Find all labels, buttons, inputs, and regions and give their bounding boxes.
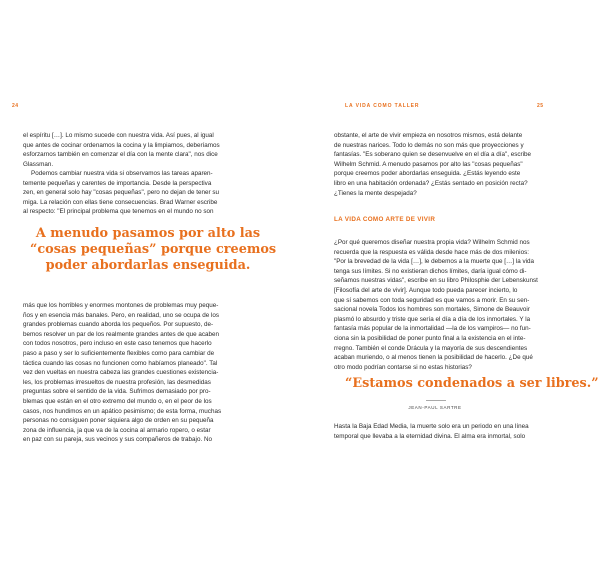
pull-quote-line: “cosas pequeñas” porque creemos	[30, 241, 277, 257]
text-line: fantasías. "Es soberano quien se desenvuelve en el día a día", escribe	[334, 151, 532, 159]
text-line: casos, nos hundimos en un apático pesimismo; de esta forma, muchas	[23, 407, 222, 415]
text-line: plasmó lo absurdo y triste que sería el día a día de los inmortales. Y la	[334, 315, 531, 323]
text-line: grandes problemas cuando aborda los pequeños. Por supuesto, de-	[23, 321, 214, 329]
text-line: sacional novela Todos los hombres son mortales, Simone de Beauvoir	[334, 306, 530, 314]
right-page-number: 25	[537, 103, 544, 109]
running-head: LA VIDA COMO TALLER	[345, 103, 420, 109]
right-paragraph-2	[334, 238, 538, 372]
text-line: ¿Tienes la mente despejada?	[334, 189, 417, 197]
text-line: Wilhelm Schmid. A menudo pasamos por alto las "cosas pequeñas"	[334, 160, 523, 168]
text-line: con todos nosotros, pero incluso en este caso tenemos que hacerlo	[23, 340, 212, 348]
text-line: táctica cuando las cosas no funcionen como habíamos planeado". Tal	[23, 359, 218, 367]
left-paragraph-1	[23, 131, 220, 169]
text-line: temente pequeñas y carentes de importancia. Desde la perspectiva	[23, 179, 212, 187]
text-line: blemas que están en el otro extremo del mundo o, en el peor de los	[23, 397, 212, 405]
text-line: vez den vueltas en nuestra cabeza las grandes cuestiones existencia-	[23, 369, 219, 377]
text-line: que antes de cocinar ordenamos la cocina y la limpiamos, deberíamos	[23, 141, 220, 149]
text-line: les, los problemas irresueltos de nuestra profesión, las desmedidas	[23, 378, 211, 386]
text-line: "Por la brevedad de la vida […], le debemos a la muerte que […] la vida	[334, 258, 534, 266]
pull-quote-line: poder abordarlas enseguida.	[45, 257, 251, 273]
text-line: obstante, el arte de vivir empieza en nosotros mismos, está delante	[334, 132, 523, 139]
text-line: otro modo podrían contarse si no estas historias?	[334, 363, 472, 371]
text-line: zona de influencia, ja que va de la cocina al armario ropero, o estar	[23, 426, 211, 434]
text-line: ¿Por qué queremos diseñar nuestra propia vida? Wilhelm Schmid nos	[334, 239, 530, 246]
attribution-rule	[426, 400, 446, 401]
text-line: de nuestras narices. Todo lo demás no son más que proyecciones y	[334, 141, 524, 149]
right-pull-quote	[345, 376, 599, 392]
left-pull-quote	[30, 226, 277, 273]
text-line: al respecto: "El principal problema que tenemos en el mundo no son	[23, 208, 214, 216]
text-line: ciona sin la posibilidad de poner punto final a la existencia en el inte-	[334, 334, 526, 342]
left-page-number: 24	[12, 103, 19, 109]
pull-quote-line: “Estamos condenados a ser libres.”	[345, 376, 599, 391]
text-line: paso a paso y ser lo suficientemente flexibles como para cambiar de	[23, 349, 215, 357]
text-line: zen, en general solo hay "cosas pequeñas", pero no dejan de tener su	[23, 189, 219, 197]
text-line: en paz con su pareja, sus vecinos y sus compañeros de trabajo. No	[23, 436, 213, 444]
text-line: rregno. También el conde Drácula y la mayoría de sus descendientes	[334, 344, 528, 352]
text-line: que sí sabemos con toda seguridad es que vamos a morir. En su sen-	[334, 296, 530, 304]
text-line: ños y en esencia más banales. Pero, en realidad, uno se ocupa de los	[23, 311, 220, 319]
text-line: temporal que llevaba a la eternidad divina. El alma era inmortal, solo	[334, 432, 526, 440]
text-line: esforzarnos también en comenzar el día con la mente clara", nos dice	[23, 151, 218, 159]
left-paragraph-3	[23, 301, 221, 445]
text-line: tenga sus límites. Si no existieran dichos límites, daría igual cómo di-	[334, 267, 527, 275]
pull-quote-line: A menudo pasamos por alto las	[35, 226, 261, 241]
text-line: bemos resolver un par de los realmente grandes antes de que acaben	[23, 330, 220, 338]
text-line: acaban muriendo, o al menos tienen la posibilidad de hacerlo. ¿De qué	[334, 354, 533, 362]
text-line: preguntas sobre el sentido de la vida. Sufrimos demasiado por pro-	[23, 388, 211, 396]
text-line: libro en una habitación ordenada? ¿Estás sentado en posición recta?	[334, 179, 528, 187]
text-line: recuerda que la respuesta es válida desde hace más de dos milenios:	[334, 248, 529, 256]
right-paragraph-3	[334, 422, 529, 441]
text-line: el espíritu […]. Lo mismo sucede con nuestra vida. Así pues, al igual	[23, 132, 214, 139]
quote-attribution: JEAN-PAUL SARTRE	[408, 405, 462, 410]
text-line: señamos nuestras vidas", escribe en su libro Philosphie der Lebenskunst	[334, 277, 538, 285]
text-line: más que los horribles y enormes montones de problemas muy peque-	[23, 302, 219, 309]
text-line: personas no consiguen poner siquiera algo de orden en su pequeña	[23, 417, 214, 425]
left-paragraph-2	[23, 169, 219, 217]
section-heading: LA VIDA COMO ARTE DE VIVIR	[334, 216, 436, 223]
text-line: Hasta la Baja Edad Media, la muerte solo era un periodo en una línea	[334, 423, 529, 430]
text-line: Glassman.	[23, 160, 54, 168]
text-line: [Filosofía del arte de vivir]. Aunque todo pueda parecer incierto, lo	[334, 286, 518, 294]
text-line: miga. La relación con ellas tiene consecuencias. Brad Warner escribe	[23, 198, 218, 206]
text-line: fantasía más popular de la inmortalidad —la de los vampiros— no fun-	[334, 325, 531, 333]
right-paragraph-1	[334, 131, 531, 198]
text-line: Podemos cambiar nuestra vida si observamos las tareas aparen-	[31, 170, 213, 177]
text-line: porque creemos poder abordarlas enseguida. ¿Estás leyendo este	[334, 170, 521, 178]
